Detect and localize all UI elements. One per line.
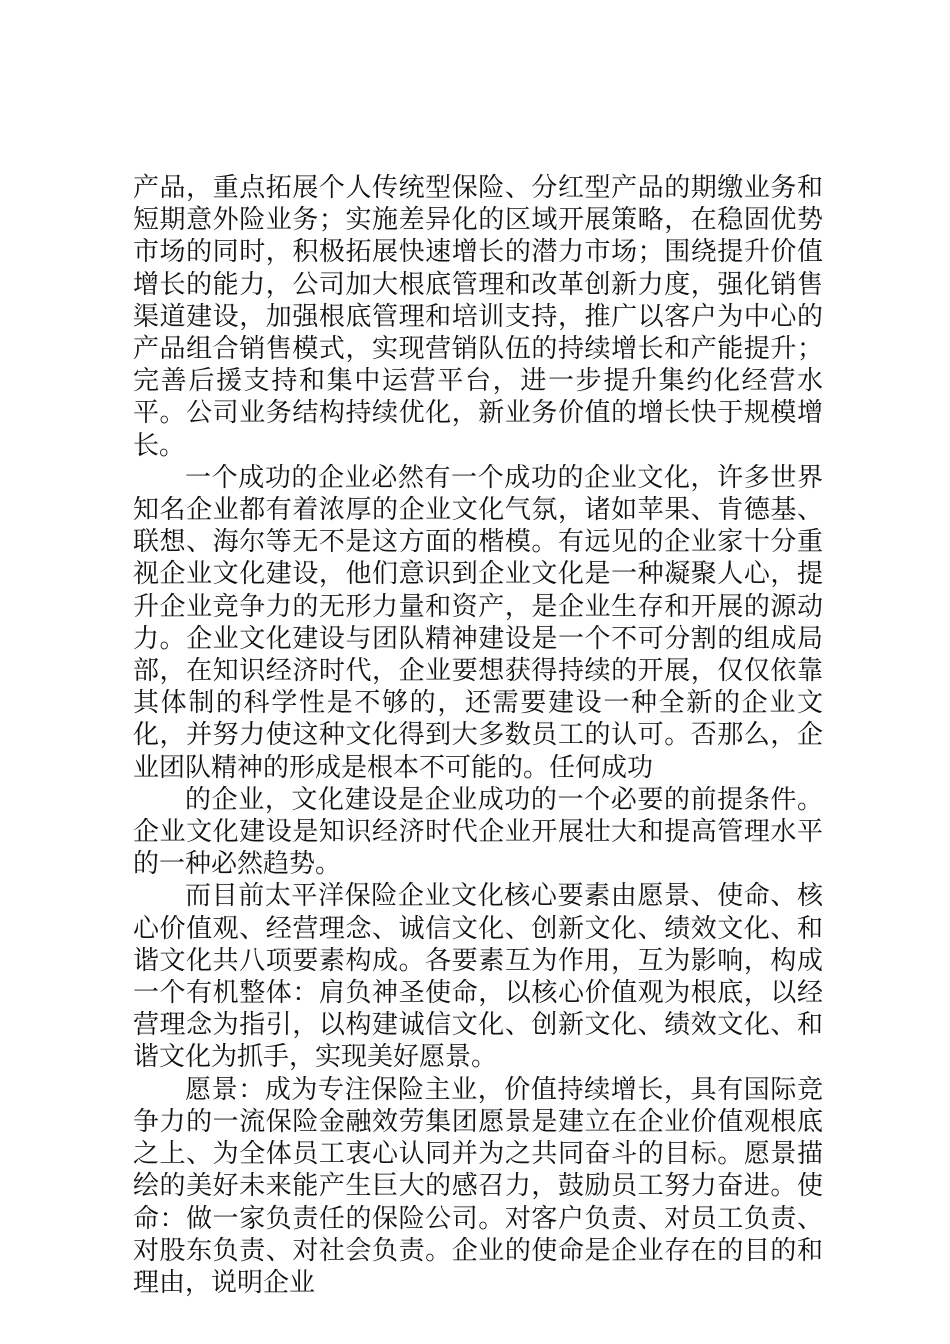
paragraph-4: 而目前太平洋保险企业文化核心要素由愿景、使命、核心价值观、经营理念、诚信文化、创新文化、绩效文化、和谐文化共八项要素构成。各要素互为作用，互为影响，构成一个有机整体：肩负神圣使命，以核心价值观为根底，以经营理念为指引，以构建诚信文化、创新文化、绩效文化、和谐文化为抓手，实现美好愿景。 [133,881,823,1073]
paragraph-1: 产品，重点拓展个人传统型保险、分红型产品的期缴业务和短期意外险业务；实施差异化的区域开展策略，在稳固优势市场的同时，积极拓展快速增长的潜力市场；围绕提升价值增长的能力，公司加大根底管理和改革创新力度，强化销售渠道建设，加强根底管理和培训支持，推广以客户为中心的产品组合销售模式，实现营销队伍的持续增长和产能提升；完善后援支持和集中运营平台，进一步提升集约化经营水平。公司业务结构持续优化，新业务价值的增长快于规模增长。 [133,173,823,461]
paragraph-5: 愿景：成为专注保险主业，价值持续增长，具有国际竞争力的一流保险金融效劳集团愿景是建立在企业价值观根底之上、为全体员工衷心认同并为之共同奋斗的目标。愿景描绘的美好未来能产生巨大的感召力，鼓励员工努力奋进。使命：做一家负责任的保险公司。对客户负责、对员工负责、对股东负责、对社会负责。企业的使命是企业存在的目的和理由，说明企业 [133,1074,823,1298]
document-page [133,172,823,1299]
paragraph-2: 一个成功的企业必然有一个成功的企业文化，许多世界知名企业都有着浓厚的企业文化气氛，诸如苹果、肯德基、联想、海尔等无不是这方面的楷模。有远见的企业家十分重视企业文化建设，他们意识到企业文化是一种凝聚人心，提升企业竞争力的无形力量和资产，是企业生存和开展的源动力。企业文化建设与团队精神建设是一个不可分割的组成局部，在知识经济时代，企业要想获得持续的开展，仅仅依靠其体制的科学性是不够的，还需要建设一种全新的企业文化，并努力使这种文化得到大多数员工的认可。否那么，企业团队精神的形成是根本不可能的。任何成功 [133,462,823,783]
paragraph-3: 的企业，文化建设是企业成功的一个必要的前提条件。企业文化建设是知识经济时代企业开展壮大和提高管理水平的一种必然趋势。 [133,784,823,880]
